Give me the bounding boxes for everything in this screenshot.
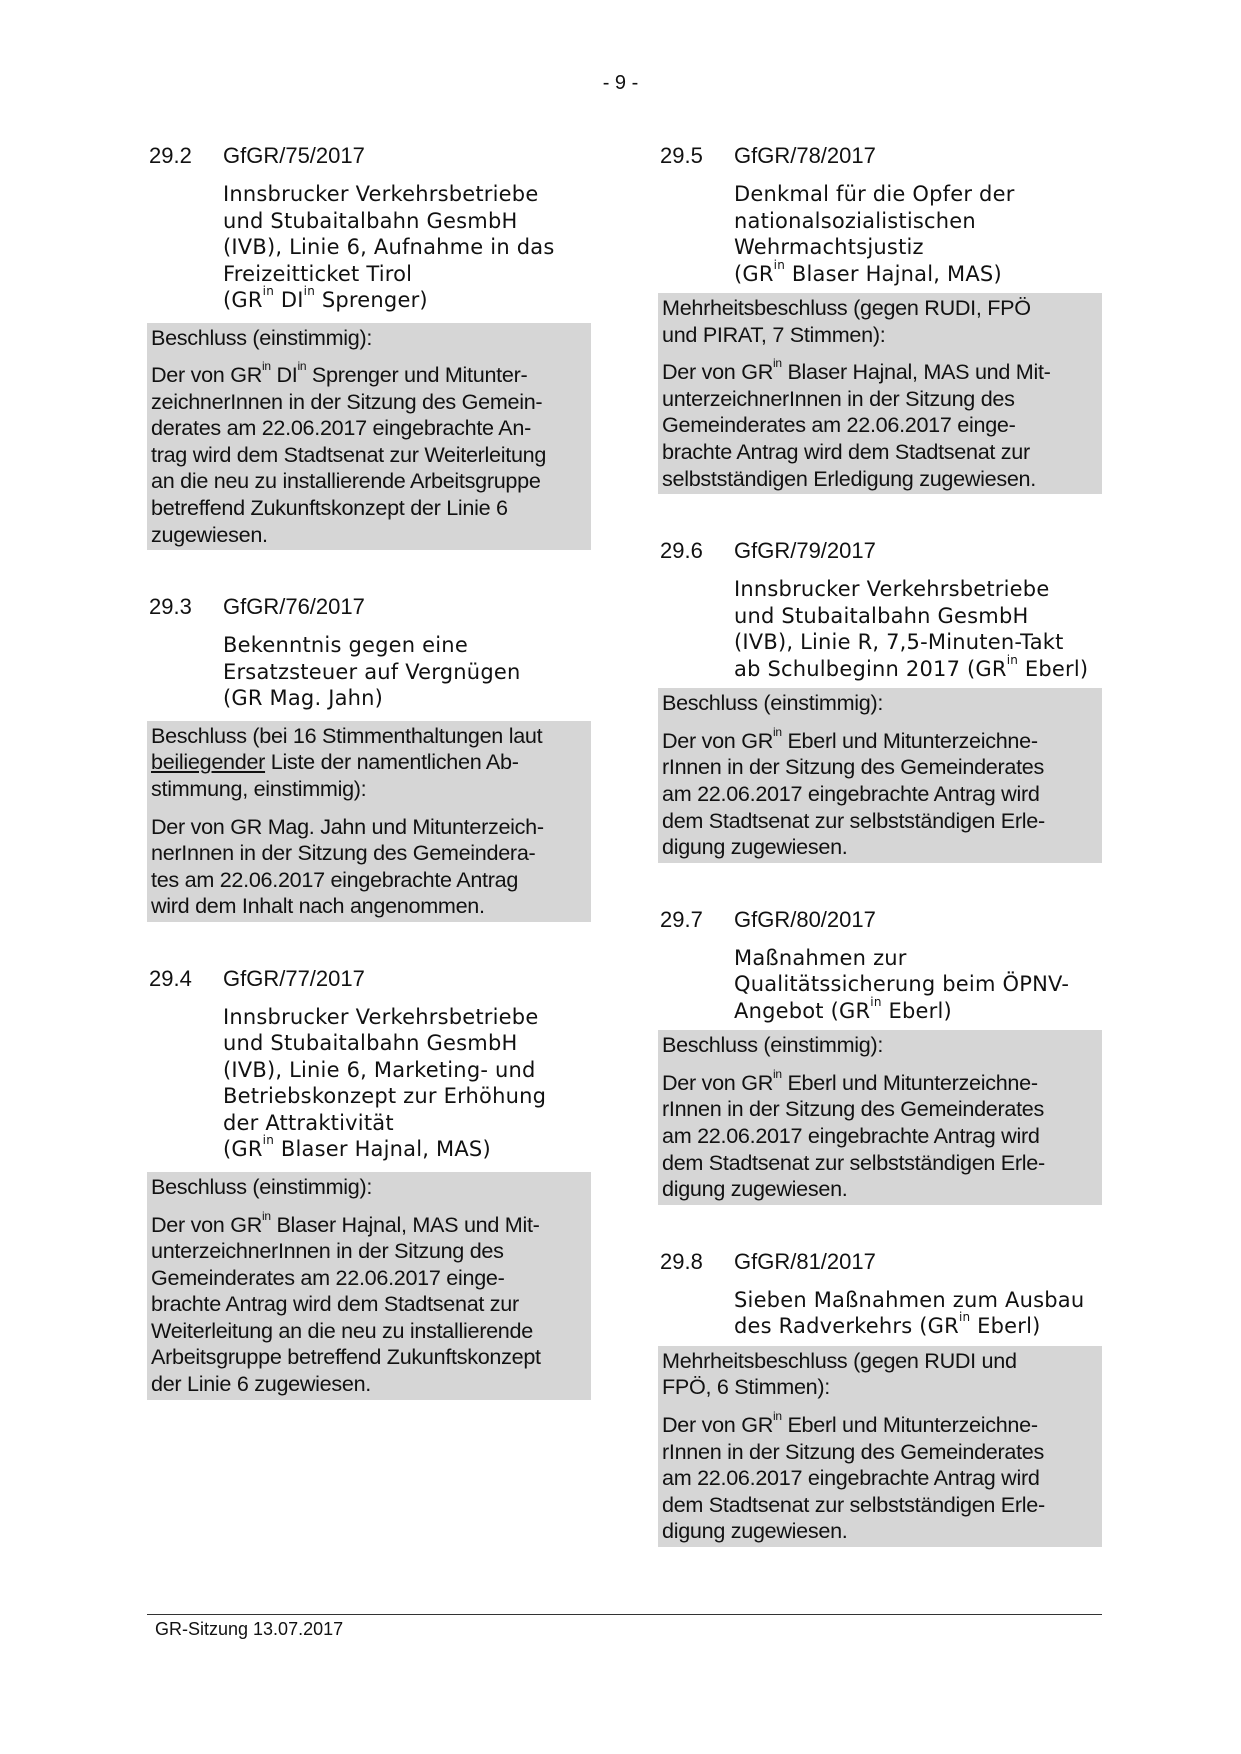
decision-text: Beschluss (bei 16 Stimmenthaltungen laut beiliegender Liste der namentlichen Ab- stimmung, einstimmig): [151,722,543,801]
item-title [223,632,591,712]
agenda-item-29-2 [147,143,591,550]
left-column [147,143,591,1400]
item-title [734,945,1102,1025]
item-number: 29.7 [660,906,703,932]
agenda-item-29-6 [658,538,1102,863]
resolution-box [658,688,1102,863]
item-heading [149,143,591,169]
attachment-link[interactable]: beiliegender [151,749,266,775]
page-number: - 9 - [602,72,639,94]
title-line: Bekenntnis gegen eine [223,633,468,658]
resolution-body: Der von $GR^{in}$ Eberl und Mitunterzeichne- rInnen in der Sitzung des Gemeinderates am 22.06.2017 eingebrachte Antrag wird dem Stadtsenat zur selbstständigen Erle- digung zugewiesen. [662,1408,1045,1544]
item-number: 29.8 [660,1248,703,1274]
title-line: Wehrmachtsjustiz [734,235,924,259]
agenda-item-29-7 [658,907,1102,1205]
resolution-box [658,1346,1102,1547]
footer-text: GR-Sitzung 13.07.2017 [155,1619,344,1639]
title-line: (IVB), Linie R, 7,5-Minuten-Takt [734,630,1064,655]
title-line: Innsbrucker Verkehrsbetriebe [223,182,539,206]
title-line: (IVB), Linie 6, Marketing- und [223,1057,536,1082]
title-line: der Attraktivität [223,1110,394,1135]
resolution-body: Der von $GR^{in}$ Blaser Hajnal, MAS und Mit- unterzeichnerInnen in der Sitzung des Gemeinderates am 22.06.2017 einge- brachte Antrag wird dem Stadtsenat zur selbstständigen Erledigung zugewiesen. [662,356,1051,491]
footer-divider [147,1614,1102,1615]
agenda-item-29-5 [658,143,1102,494]
decision-text: Beschluss (einstimmig): [662,1032,884,1058]
title-line: und Stubaitalbahn GesmbH [734,603,1029,628]
title-line: Qualitätssicherung beim ÖPNV- [734,972,1070,997]
item-heading [660,907,1102,933]
title-line: Innsbrucker Verkehrsbetriebe [734,577,1050,602]
item-number: 29.4 [149,965,192,991]
item-heading [149,594,591,620]
resolution-box [658,1030,1102,1205]
title-line: Innsbrucker Verkehrsbetriebe [223,1004,539,1029]
item-title [223,181,591,314]
item-title [734,576,1102,682]
resolution-body: Der von GR Mag. Jahn und Mitunterzeich- nerInnen in der Sitzung des Gemeindera- tes am 22.06.2017 eingebrachte Antrag wird dem Inhalt nach angenommen. [151,813,544,919]
resolution-box [658,293,1102,494]
item-heading [660,1249,1102,1275]
item-sponsor: ($GR^{in}$ $DI^{in}$ Sprenger) [223,284,428,312]
item-number: 29.6 [660,538,703,564]
item-heading [660,538,1102,564]
item-title [223,1004,591,1163]
item-heading [149,966,591,992]
right-column [658,143,1102,1547]
item-sponsor: ($GR^{in}$ Blaser Hajnal, MAS) [734,257,1002,286]
item-code: GfGR/79/2017 [734,538,876,564]
resolution-body: Der von $GR^{in}$ $DI^{in}$ Sprenger und Mitunter- zeichnerInnen in der Sitzung des Gemein- derates am 22.06.2017 eingebrachte An- trag wird dem Stadtsenat zur Weiterleitung an die neu zu installierende Arbeitsgruppe betreffend Zukunftskonzept der Linie 6 zugewiesen. [151,359,547,547]
resolution-body: Der von $GR^{in}$ Blaser Hajnal, MAS und Mit- unterzeichnerInnen in der Sitzung des Gemeinderates am 22.06.2017 einge- brachte Antrag wird dem Stadtsenat zur Weiterleitung an die neu zu installierende Arbeitsgruppe betreffend Zukunftskonzept der Linie 6 zugewiesen. [151,1208,541,1397]
item-sponsor: ($GR^{in}$ Blaser Hajnal, MAS) [223,1133,491,1162]
decision-text: Beschluss (einstimmig): [151,1173,373,1199]
agenda-item-29-8 [658,1249,1102,1547]
title-line: Ersatzsteuer auf Vergnügen [223,659,521,684]
title-line: Maßnahmen zur [734,945,907,970]
agenda-item-29-4 [147,966,591,1400]
item-code: GfGR/75/2017 [223,143,365,168]
item-code: GfGR/81/2017 [734,1248,876,1274]
resolution-body: Der von $GR^{in}$ Eberl und Mitunterzeichne- rInnen in der Sitzung des Gemeinderates am 22.06.2017 eingebrachte Antrag wird dem Stadtsenat zur selbstständigen Erle- digung zugewiesen. [662,724,1045,860]
title-line: und Stubaitalbahn GesmbH [223,208,518,233]
title-line: Denkmal für die Opfer der [734,182,1015,206]
resolution-box [147,1172,591,1400]
item-title [734,1287,1102,1340]
item-code: GfGR/78/2017 [734,143,876,168]
item-title [734,181,1102,287]
item-sponsor: Angebot ($GR^{in}$ Eberl) [734,994,952,1023]
item-sponsor: des Radverkehrs ($GR^{in}$ Eberl) [734,1310,1041,1339]
item-code: GfGR/80/2017 [734,906,876,932]
item-code: GfGR/77/2017 [223,965,365,991]
decision-text: Mehrheitsbeschluss (gegen RUDI, FPÖ und PIRAT, 7 Stimmen): [662,295,1031,347]
resolution-box [147,323,591,551]
title-line: (IVB), Linie 6, Aufnahme in das [223,235,555,259]
item-sponsor: ab Schulbeginn 2017 ($GR^{in}$ Eberl) [734,652,1089,681]
resolution-body: Der von $GR^{in}$ Eberl und Mitunterzeichne- rInnen in der Sitzung des Gemeinderates am 22.06.2017 eingebrachte Antrag wird dem Stadtsenat zur selbstständigen Erle- digung zugewiesen. [662,1066,1045,1202]
title-line: und Stubaitalbahn GesmbH [223,1031,518,1056]
title-line: nationalsozialistischen [734,208,976,233]
item-heading [660,143,1102,169]
decision-text: Beschluss (einstimmig): [151,324,373,350]
title-line: Betriebskonzept zur Erhöhung [223,1084,547,1109]
title-line: (GR Mag. Jahn) [223,686,384,711]
item-number: 29.2 [149,143,192,168]
decision-text: Mehrheitsbeschluss (gegen RUDI und FPÖ, 6 Stimmen): [662,1347,1017,1400]
decision-text: Beschluss (einstimmig): [662,690,884,716]
title-line: Freizeitticket Tirol [223,261,413,286]
item-number: 29.3 [149,594,192,620]
item-code: GfGR/76/2017 [223,594,365,620]
resolution-box [147,721,591,922]
agenda-item-29-3 [147,594,591,922]
title-line: Sieben Maßnahmen zum Ausbau [734,1287,1085,1312]
item-number: 29.5 [660,143,703,168]
